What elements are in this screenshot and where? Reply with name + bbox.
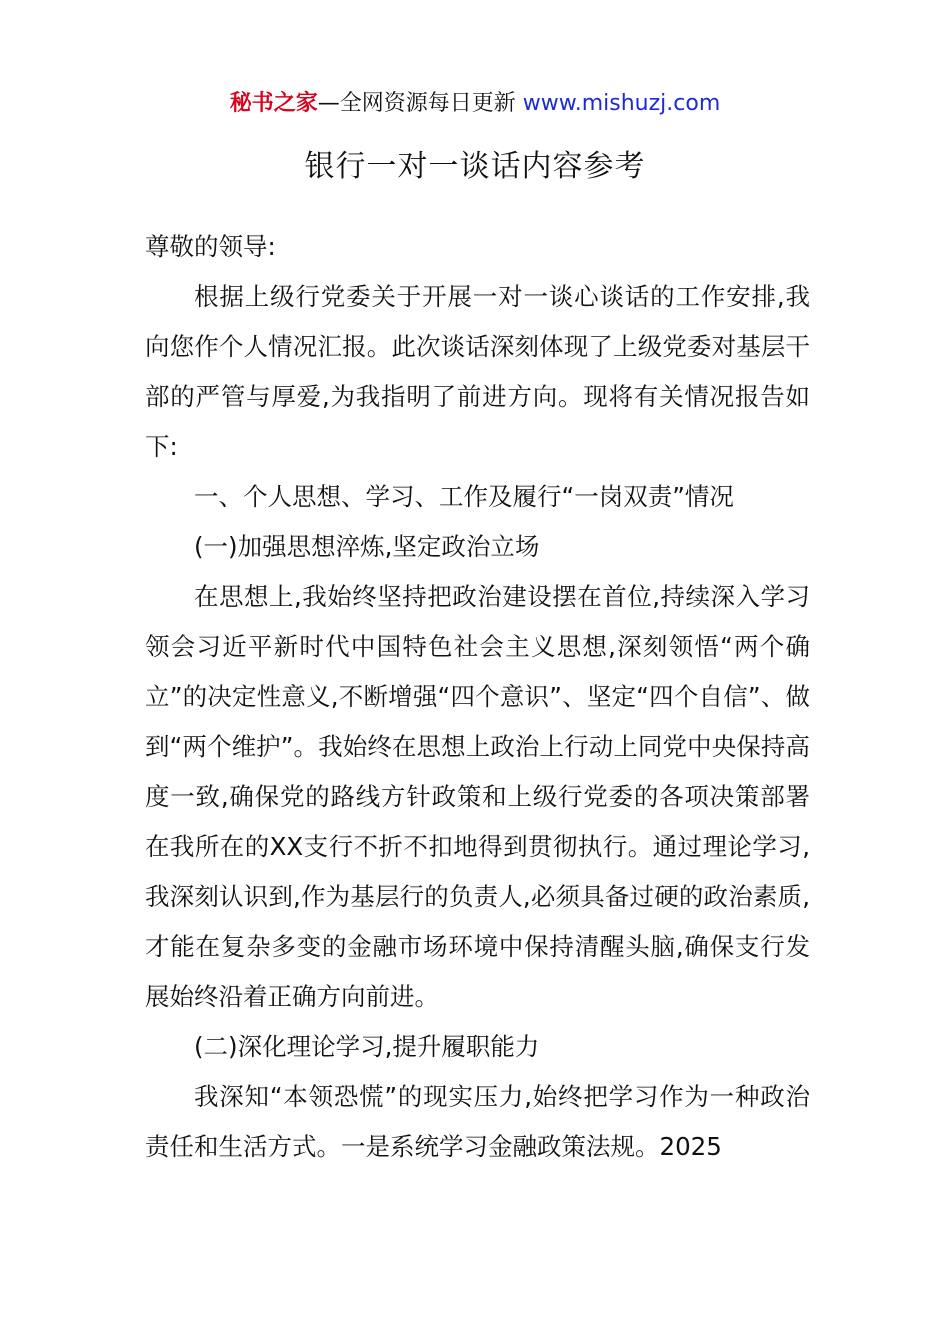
brand-name: 秘书之家 [229, 91, 318, 116]
paragraph-thought: 在思想上,我始终坚持把政治建设摆在首位,持续深入学习领会习近平新时代中国特色社会主义思想,深刻领悟“两个确立”的决定性意义,不断增强“四个意识”、坚定“四个自信”、做到“两个维护”。我始终在思想上政治上行动上同党中央保持高度一致,确保党的路线方针政策和上级行党委的各项决策部署在我所在的XX支行不折不扣地得到贯彻执行。通过理论学习,我深刻认识到,作为基层行的负责人,必须具备过硬的政治素质,才能在复杂多变的金融市场环境中保持清醒头脑,确保支行发展始终沿着正确方向前进。 [145, 582, 810, 1011]
section-heading-1: 一、个人思想、学习、工作及履行“一岗双责”情况 [194, 482, 734, 511]
document-body [145, 222, 810, 1172]
document-title: 银行一对一谈话内容参考 [304, 149, 646, 184]
paragraph-intro: 根据上级行党委关于开展一对一谈心谈话的工作安排,我向您作个人情况汇报。此次谈话深刻体现了上级党委对基层干部的严管与厚爱,为我指明了前进方向。现将有关情况报告如下: [145, 282, 810, 461]
site-url-link[interactable]: www.mishuzj.com [522, 91, 721, 116]
header-slogan: —全网资源每日更新 [317, 91, 516, 116]
salutation: 尊敬的领导: [145, 232, 276, 261]
paragraph-study: 我深知“本领恐慌”的现实压力,始终把学习作为一种政治责任和生活方式。一是系统学习金融政策法规。2025 [145, 1082, 810, 1161]
site-header [0, 86, 950, 122]
subsection-heading-1: (一)加强思想淬炼,坚定政治立场 [194, 532, 540, 561]
subsection-heading-2: (二)深化理论学习,提升履职能力 [194, 1032, 540, 1061]
